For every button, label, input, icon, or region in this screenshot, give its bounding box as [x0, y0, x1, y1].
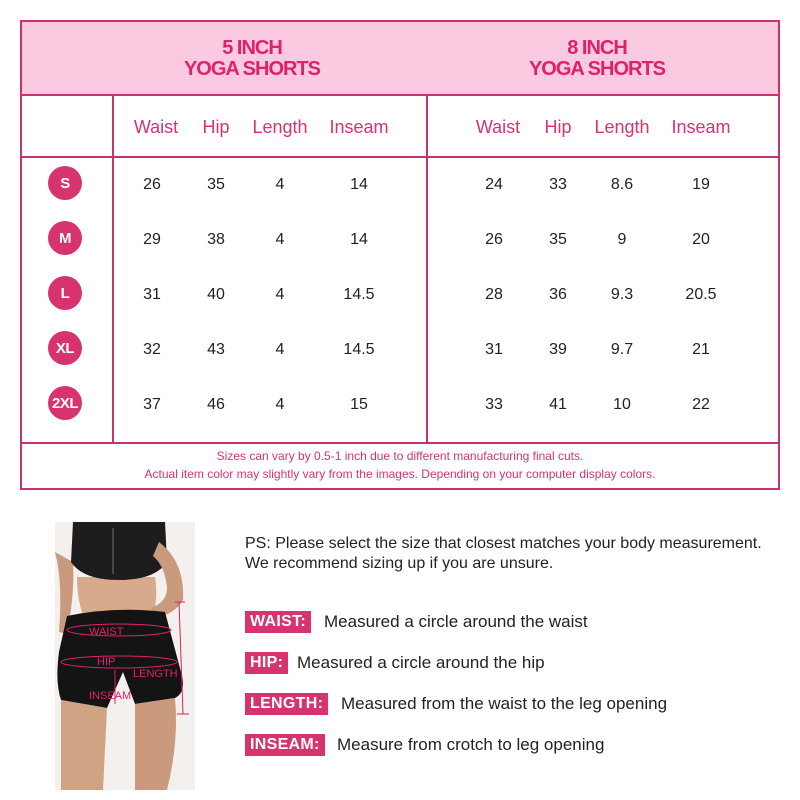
table-cell: 26: [485, 231, 503, 248]
eight-inch-title: [427, 38, 767, 80]
col-waist-8in: Waist: [475, 117, 521, 137]
table-cell: 35: [207, 176, 225, 193]
size-badge-m: M: [48, 221, 82, 255]
size-badge-l: L: [48, 276, 82, 310]
five-inch-title-line2: YOGA SHORTS: [183, 58, 321, 80]
table-cell: 41: [549, 396, 567, 413]
length-tag: LENGTH:: [245, 693, 328, 715]
col-hip-5in: Hip: [202, 117, 230, 137]
table-cell: 15: [350, 396, 368, 413]
size-badge-xl: XL: [48, 331, 82, 365]
table-cell: 20: [692, 231, 710, 248]
col-hip-8in: Hip: [544, 117, 572, 137]
table-cell: 22: [692, 396, 710, 413]
table-cell: 14.5: [343, 341, 375, 358]
sizing-note: Sizes can vary by 0.5-1 inch due to different manufacturing final cuts.: [216, 449, 584, 463]
col-waist-5in: Waist: [133, 117, 179, 137]
table-cell: 14: [350, 176, 368, 193]
waist-label: WAIST: [89, 626, 124, 638]
section-divider: [426, 96, 428, 442]
table-cell: 37: [143, 396, 161, 413]
eight-inch-title-line1: 8 INCH: [567, 37, 627, 59]
table-cell: 9.3: [610, 286, 634, 303]
size-chart-table: [20, 20, 780, 490]
table-cell: 4: [275, 286, 285, 303]
hip-tag: HIP:: [245, 652, 288, 674]
size-badge-2xl: 2XL: [48, 386, 82, 420]
table-cell: 38: [207, 231, 225, 248]
table-header: [22, 22, 778, 96]
table-cell: 46: [207, 396, 225, 413]
col-length-5in: Length: [252, 117, 308, 137]
table-cell: 39: [549, 341, 567, 358]
table-cell: 21: [692, 341, 710, 358]
hip-description: Measured a circle around the hip: [297, 653, 545, 672]
color-note: Actual item color may slightly vary from the images. Depending on your computer display colors.: [144, 467, 656, 481]
ps-line-1: PS: Please select the size that closest matches your body measurement.: [245, 535, 762, 552]
table-cell: 29: [143, 231, 161, 248]
model-photo: [55, 522, 195, 790]
table-cell: 4: [275, 176, 285, 193]
table-cell: 10: [613, 396, 631, 413]
table-cell: 14: [350, 231, 368, 248]
table-cell: 8.6: [610, 176, 634, 193]
inseam-tag: INSEAM:: [245, 734, 325, 756]
table-cell: 19: [692, 176, 710, 193]
table-cell: 31: [485, 341, 503, 358]
eight-inch-title-line2: YOGA SHORTS: [528, 58, 666, 80]
table-cell: 28: [485, 286, 503, 303]
table-cell: 26: [143, 176, 161, 193]
inseam-description: Measure from crotch to leg opening: [337, 735, 605, 754]
column-header-divider: [22, 156, 778, 158]
table-cell: 31: [143, 286, 161, 303]
table-cell: 35: [549, 231, 567, 248]
table-cell: 9.7: [610, 341, 634, 358]
table-cell: 20.5: [685, 286, 717, 303]
table-cell: 36: [549, 286, 567, 303]
five-inch-title: [82, 38, 422, 80]
table-cell: 4: [275, 396, 285, 413]
table-cell: 33: [485, 396, 503, 413]
table-cell: 40: [207, 286, 225, 303]
waist-description: Measured a circle around the waist: [324, 612, 588, 631]
table-cell: 24: [485, 176, 503, 193]
length-description: Measured from the waist to the leg opening: [341, 694, 668, 713]
table-cell: 32: [143, 341, 161, 358]
col-length-8in: Length: [594, 117, 650, 137]
table-cell: 43: [207, 341, 225, 358]
five-inch-title-line1: 5 INCH: [222, 37, 282, 59]
table-cell: 14.5: [343, 286, 375, 303]
hip-label: HIP: [97, 656, 116, 668]
table-cell: 4: [275, 341, 285, 358]
notes-divider: [22, 442, 778, 444]
ps-line-2: We recommend sizing up if you are unsure.: [245, 555, 554, 572]
length-label: LENGTH: [133, 668, 178, 680]
size-badge-s: S: [48, 166, 82, 200]
model-illustration: [55, 522, 195, 790]
inseam-label: INSEAM: [89, 690, 132, 702]
table-cell: 9: [617, 231, 627, 248]
col-inseam-8in: Inseam: [671, 117, 731, 137]
size-column-divider: [112, 96, 114, 442]
table-cell: 33: [549, 176, 567, 193]
waist-tag: WAIST:: [245, 611, 311, 633]
col-inseam-5in: Inseam: [329, 117, 389, 137]
table-cell: 4: [275, 231, 285, 248]
